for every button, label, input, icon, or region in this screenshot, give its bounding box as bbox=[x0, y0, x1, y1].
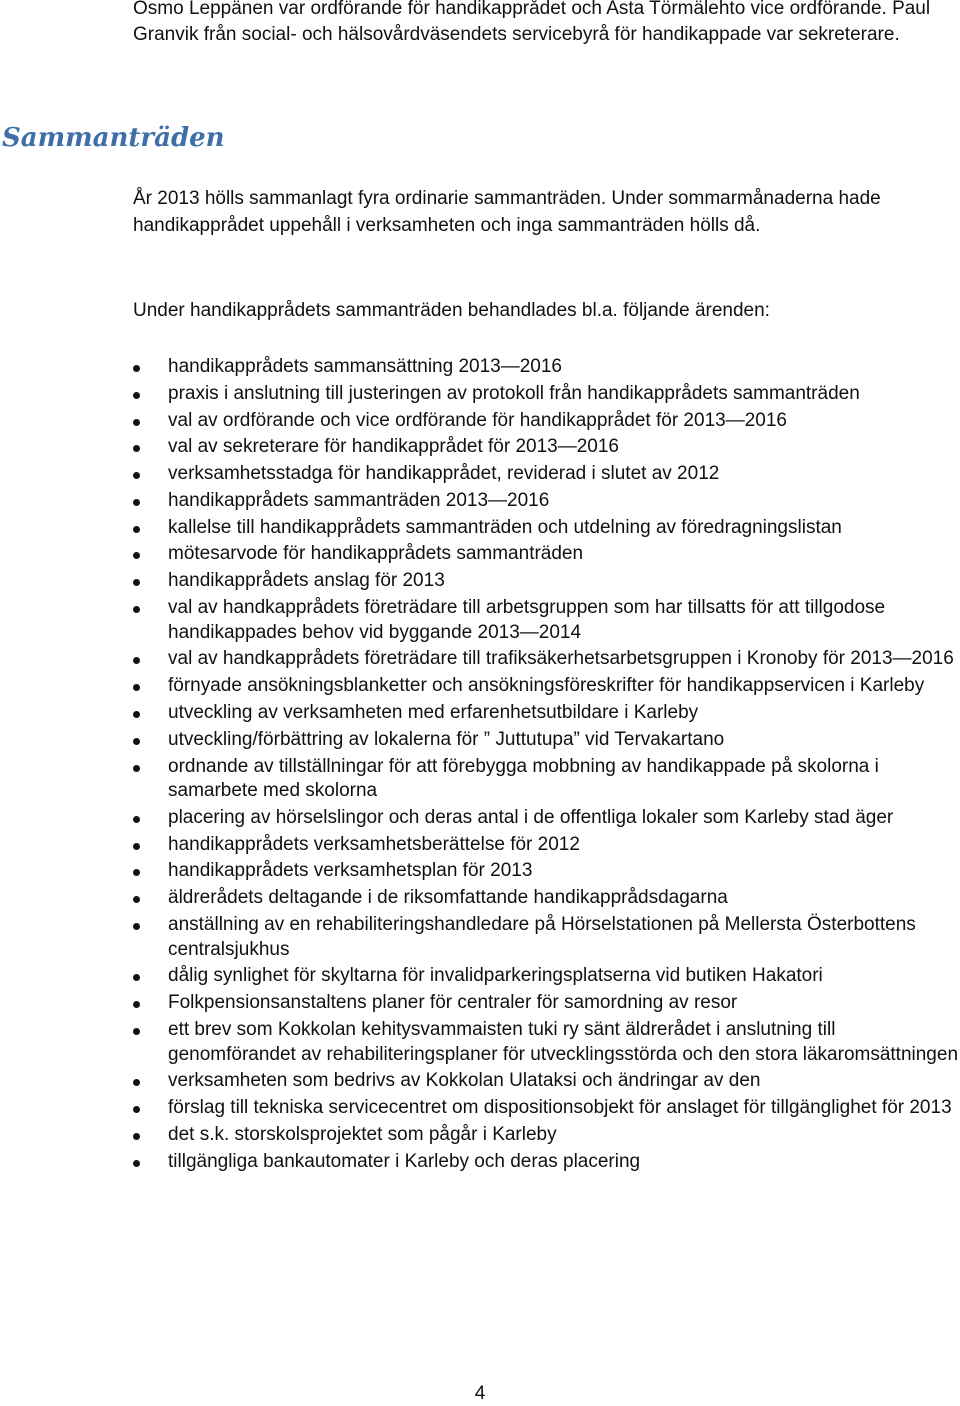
agenda-item-text: ett brev som Kokkolan kehitysvammaisten tuki ry sänt äldrerådet i anslutning till genomförandet av rehabiliteringsplaner för utvecklingsstörda och den stora läkaromsättningen bbox=[168, 1018, 959, 1065]
agenda-item bbox=[133, 833, 960, 858]
page-number: 4 bbox=[474, 1383, 486, 1404]
agenda-item-text: utveckling av verksamheten med erfarenhetsutbildare i Karleby bbox=[168, 701, 699, 723]
agenda-item-text: förslag till tekniska servicecentret om dispositionsobjekt för anslaget för tillgänglighet för 2013 bbox=[168, 1097, 952, 1119]
bullet-icon bbox=[133, 1001, 140, 1008]
meetings-paragraph: År 2013 hölls sammanlagt fyra ordinarie sammanträden. Under sommarmånaderna hade handikapprådet uppehåll i verksamheten och inga sammanträden hölls då. bbox=[133, 188, 881, 236]
bullet-icon bbox=[133, 816, 140, 823]
bullet-icon bbox=[133, 606, 140, 613]
bullet-icon bbox=[133, 419, 140, 426]
bullet-icon bbox=[133, 923, 140, 930]
agenda-item-text: handikapprådets verksamhetsberättelse för 2012 bbox=[168, 833, 580, 855]
agenda-item-text: praxis i anslutning till justeringen av protokoll från handikapprådets sammanträden bbox=[168, 382, 860, 404]
agenda-item-text: ordnande av tillställningar för att förebygga mobbning av handikappade på skolorna i samarbete med skolorna bbox=[168, 755, 879, 802]
agenda-intro-paragraph: Under handikapprådets sammanträden behandlades bl.a. följande ärenden: bbox=[133, 300, 770, 321]
bullet-icon bbox=[133, 526, 140, 533]
agenda-item bbox=[133, 859, 960, 884]
agenda-item bbox=[133, 462, 960, 487]
agenda-item-text: val av ordförande och vice ordförande för handikapprådet för 2013—2016 bbox=[168, 409, 787, 431]
agenda-item-text: handikapprådets sammansättning 2013—2016 bbox=[168, 356, 562, 377]
agenda-item bbox=[133, 647, 960, 672]
bullet-icon bbox=[133, 896, 140, 903]
bullet-icon bbox=[133, 1028, 140, 1035]
agenda-item-text: utveckling/förbättring av lokalerna för ” Juttutupa” vid Tervakartano bbox=[168, 728, 725, 750]
intro-paragraph: Osmo Leppänen var ordförande för handikapprådet och Asta Törmälehto vice ordförande. Paul Granvik från social- och hälsovårdväsendets servicebyrå för handikappade var sekreterare. bbox=[133, 0, 931, 45]
agenda-item bbox=[133, 489, 960, 514]
agenda-item bbox=[133, 674, 960, 699]
agenda-item-text: äldrerådets deltagande i de riksomfattande handikapprådsdagarna bbox=[168, 887, 728, 909]
bullet-icon bbox=[133, 392, 140, 399]
agenda-item-text: val av sekreterare för handikapprådet för 2013—2016 bbox=[168, 436, 619, 458]
agenda-item-text: handikapprådets sammanträden 2013—2016 bbox=[168, 489, 550, 511]
agenda-item bbox=[133, 886, 960, 911]
agenda-item bbox=[133, 1069, 960, 1094]
agenda-item bbox=[133, 913, 960, 962]
agenda-item bbox=[133, 991, 960, 1016]
agenda-item bbox=[133, 755, 960, 804]
agenda-item-text: dålig synlighet för skyltarna för invalidparkeringsplatserna vid butiken Hakatori bbox=[168, 965, 823, 987]
bullet-icon bbox=[133, 869, 140, 876]
agenda-item-text: verksamhetsstadga för handikapprådet, reviderad i slutet av 2012 bbox=[168, 463, 720, 485]
agenda-item-text: förnyade ansökningsblanketter och ansökningsföreskrifter för handikappservicen i Karleby bbox=[168, 675, 925, 697]
agenda-item-text: Folkpensionsanstaltens planer för centraler för samordning av resor bbox=[168, 992, 738, 1014]
bullet-icon bbox=[133, 843, 140, 850]
bullet-icon bbox=[133, 445, 140, 452]
agenda-item bbox=[133, 516, 960, 541]
agenda-item-text: tillgängliga bankautomater i Karleby och deras placering bbox=[168, 1150, 641, 1172]
agenda-item bbox=[133, 409, 960, 434]
agenda-item bbox=[133, 1096, 960, 1121]
agenda-item bbox=[133, 1150, 960, 1175]
section-heading: Sammanträden bbox=[2, 123, 225, 153]
bullet-icon bbox=[133, 765, 140, 772]
bullet-icon bbox=[133, 552, 140, 559]
agenda-item bbox=[133, 1018, 960, 1067]
agenda-item-text: handikapprådets anslag för 2013 bbox=[168, 570, 445, 592]
agenda-item-text: anställning av en rehabiliteringshandledare på Hörselstationen på Mellersta Österbottens centralsjukhus bbox=[168, 914, 916, 960]
bullet-icon bbox=[133, 711, 140, 718]
agenda-item-text: verksamheten som bedrivs av Kokkolan Ulataksi och ändringar av den bbox=[168, 1070, 761, 1092]
bullet-icon bbox=[133, 738, 140, 745]
bullet-icon bbox=[133, 684, 140, 691]
bullet-icon bbox=[133, 365, 140, 372]
agenda-item-text: handikapprådets verksamhetsplan för 2013 bbox=[168, 860, 533, 882]
agenda-item bbox=[133, 1123, 960, 1148]
agenda-item bbox=[133, 435, 960, 460]
agenda-item bbox=[133, 569, 960, 594]
agenda-item bbox=[133, 728, 960, 753]
bullet-icon bbox=[133, 1133, 140, 1140]
agenda-item-text: kallelse till handikapprådets sammanträden och utdelning av föredragningslistan bbox=[168, 516, 842, 538]
bullet-icon bbox=[133, 1106, 140, 1113]
agenda-item bbox=[133, 964, 960, 989]
agenda-item-text: val av handkapprådets företrädare till trafiksäkerhetsarbetsgruppen i Kronoby för 2013—2016 bbox=[168, 648, 954, 670]
bullet-icon bbox=[133, 472, 140, 479]
bullet-icon bbox=[133, 974, 140, 981]
agenda-item bbox=[133, 382, 960, 407]
agenda-list bbox=[133, 355, 960, 1176]
agenda-item bbox=[133, 806, 960, 831]
agenda-item-text: mötesarvode för handikapprådets sammanträden bbox=[168, 543, 584, 565]
bullet-icon bbox=[133, 499, 140, 506]
agenda-item-text: placering av hörselslingor och deras antal i de offentliga lokaler som Karleby stad äger bbox=[168, 806, 894, 828]
agenda-item-text: val av handkapprådets företrädare till arbetsgruppen som har tillsatts för att tillgodose handikappades behov vid byggande 2013—2014 bbox=[168, 597, 886, 643]
agenda-item bbox=[133, 355, 960, 380]
agenda-item-text: det s.k. storskolsprojektet som pågår i Karleby bbox=[168, 1123, 557, 1145]
bullet-icon bbox=[133, 1079, 140, 1086]
agenda-item bbox=[133, 701, 960, 726]
bullet-icon bbox=[133, 1160, 140, 1167]
bullet-icon bbox=[133, 657, 140, 664]
agenda-item bbox=[133, 596, 960, 645]
agenda-item bbox=[133, 542, 960, 567]
bullet-icon bbox=[133, 579, 140, 586]
